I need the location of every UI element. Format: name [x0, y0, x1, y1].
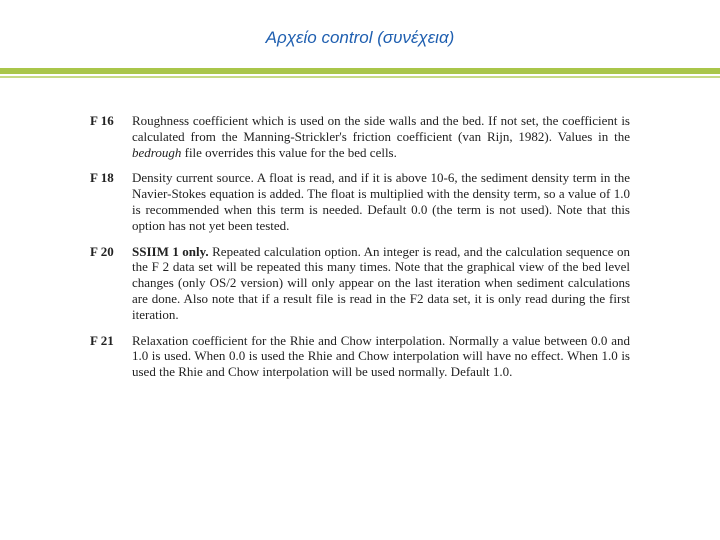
slide-title: Αρχείο control (συνέχεια) [265, 28, 455, 47]
entry-text-after: file overrides this value for the bed cells. [181, 144, 397, 160]
entry-description [132, 244, 630, 323]
entry-f21 [90, 333, 630, 380]
entry-f20 [90, 244, 630, 323]
entry-text-before: Roughness coefficient which is used on the side walls and the bed. If not set, the coefficient is calculated from the Manning-Strickler's friction coefficient (van Rijn, 1982). Values in the [132, 113, 630, 144]
entry-text: Repeated calculation option. An integer is read, and the calculation sequence on the F 2 data set will be repeated this many times. Note that the graphical view of the bed level changes (only OS/2 version) will only appear on the last iteration when sediment calculations are done. Also note that if a result file is read in the F2 data set, it is only read during the first iteration. [132, 243, 630, 322]
entry-code: F 21 [90, 332, 114, 348]
entry-f16 [90, 113, 630, 160]
entry-bold-note: SSIIM 1 only. [132, 243, 209, 259]
entry-code: F 16 [90, 113, 114, 128]
entry-description: Relaxation coefficient for the Rhie and Chow interpolation. Normally a value between 0.0 and 1.0 is used. When 0.0 is used the Rhie and Chow interpolation will have no effect. When 1.0 is used the Rhie and Chow interpolation will be used normally. Default 1.0. [132, 332, 630, 380]
entry-f18 [90, 170, 630, 233]
entry-description [132, 113, 630, 160]
entry-code: F 18 [90, 170, 114, 186]
title-divider-thick [0, 68, 720, 74]
title-divider-thin [0, 76, 720, 78]
document-excerpt [90, 113, 630, 390]
entry-code: F 20 [90, 243, 114, 259]
entry-italic-filename: bedrough [132, 144, 182, 160]
entry-description: Density current source. A float is read, and if it is above 10-6, the sediment density term in the Navier-Stokes equation is added. The float is multiplied with the density term, so a value of 1.0 is recommended when this term is needed. Default 0.0 (the term is not used). Note that this option has not yet been tested. [132, 170, 630, 233]
